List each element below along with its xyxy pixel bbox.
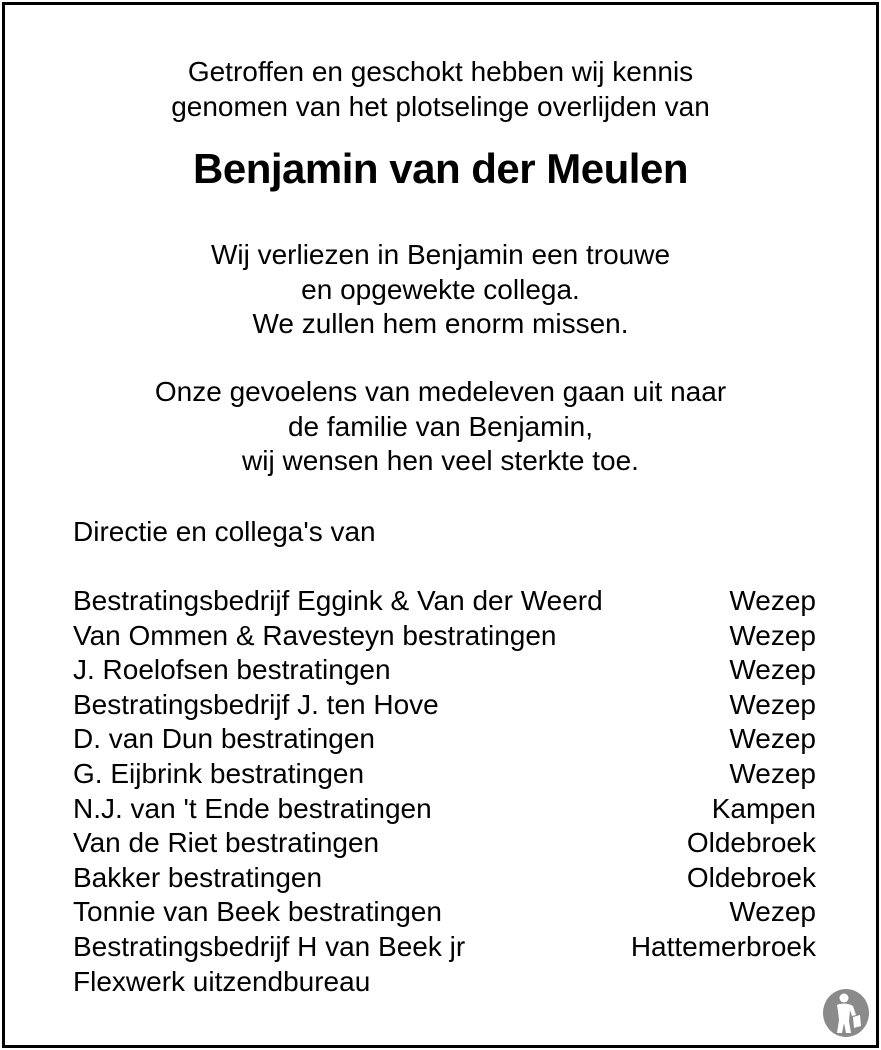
company-row [73,757,816,792]
company-place: Wezep [729,585,816,616]
intro-text [0,54,881,124]
deceased-name: Benjamin van der Meulen [193,145,688,192]
company-place: Wezep [729,757,816,789]
signoff-text: Directie en collega's van [73,516,376,547]
company-name: G. Eijbrink bestratingen [73,757,365,789]
paragraph-1-line-1: Wij verliezen in Benjamin een trouwe [210,239,671,270]
company-row [73,584,816,619]
company-name: Bakker bestratingen [73,861,323,893]
paragraph-2-line-3: wij wensen hen veel sterkte toe. [242,445,639,476]
company-place: Oldebroek [686,861,816,893]
company-place: Wezep [729,896,816,928]
intro-line-1: Getroffen en geschokt hebben wij kennis [187,56,694,87]
company-place: Wezep [729,654,816,686]
company-row [73,965,816,1000]
company-place: Wezep [729,619,816,651]
company-place: Kampen [711,792,816,824]
company-name: Bestratingsbedrijf H van Beek jr [73,930,466,962]
company-name: J. Roelofsen bestratingen [73,654,391,686]
condolence-paragraph-2 [0,375,881,479]
company-row [73,861,816,896]
company-row [73,653,816,688]
intro-line-2: genomen van het plotselinge overlijden van [171,91,710,122]
paragraph-2-line-1: Onze gevoelens van medeleven gaan uit naar [154,376,727,407]
company-row [73,688,816,723]
company-place: Wezep [729,688,816,720]
logo-figure-head [840,994,849,1003]
paragraph-1-line-2: en opgewekte collega. [301,273,580,305]
company-row [73,826,816,861]
company-name: Bestratingsbedrijf J. ten Hove [73,688,439,720]
paragraph-1-line-3: We zullen hem enorm missen. [252,308,629,339]
company-place: Wezep [729,723,816,755]
company-row [73,722,816,757]
condolence-paragraph-1 [0,238,881,342]
paragraph-2-line-2: de familie van Benjamin, [287,410,594,442]
company-name: Van de Riet bestratingen [73,827,380,859]
company-place: Oldebroek [686,827,816,859]
company-name: N.J. van 't Ende bestratingen [73,792,432,824]
company-list [73,584,816,999]
company-name: D. van Dun bestratingen [73,723,375,755]
company-place: Hattemerbroek [630,930,816,962]
company-name: Van Ommen & Ravesteyn bestratingen [73,619,557,651]
company-row [73,930,816,965]
company-name: Bestratingsbedrijf Eggink & Van der Weerd [73,585,603,616]
memorial-figure-logo-icon [822,988,870,1038]
company-row [73,619,816,654]
logo-figure-object [853,1015,861,1028]
company-row [73,792,816,827]
company-name: Flexwerk uitzendbureau [73,965,371,997]
company-row [73,895,816,930]
company-name: Tonnie van Beek bestratingen [73,896,442,928]
